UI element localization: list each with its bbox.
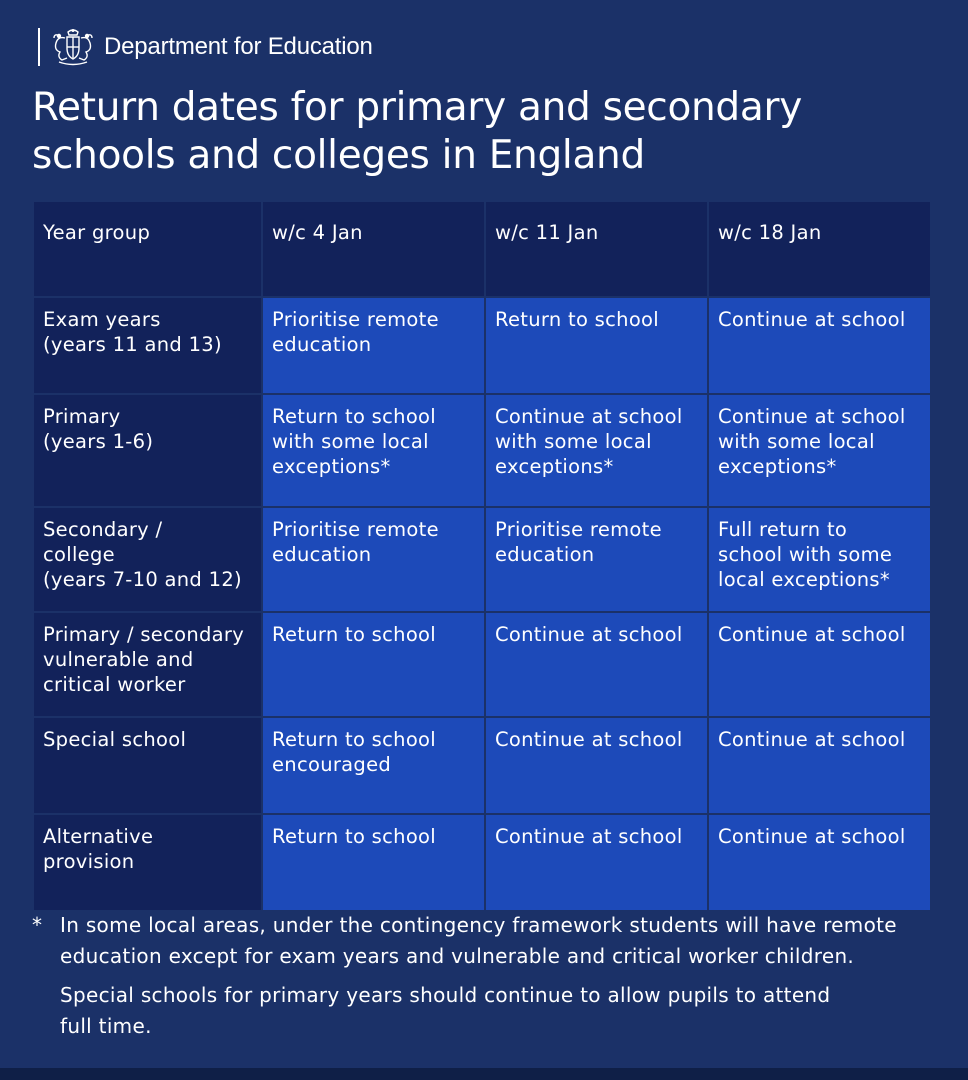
- table-header-row: [33, 201, 931, 297]
- row-header-special-school: [33, 717, 262, 814]
- footnote-line: In some local areas, under the contingency framework students will have remote: [60, 913, 897, 937]
- cell-text: Continue at school: [718, 825, 906, 848]
- footnotes: [32, 910, 932, 1050]
- table-cell: [485, 507, 708, 612]
- cell-text: college: [43, 543, 115, 566]
- column-header-year-group: Year group: [33, 201, 262, 297]
- cell-text: Prioritise remote: [272, 518, 439, 541]
- table-cell: [708, 717, 931, 814]
- cell-text: Return to school: [495, 308, 659, 331]
- cell-text: Return to school: [272, 623, 436, 646]
- royal-coat-of-arms-icon: [50, 28, 96, 66]
- return-dates-table: [32, 200, 932, 912]
- table-cell: [262, 394, 485, 507]
- table-cell: [708, 297, 931, 394]
- cell-text: Special school: [43, 728, 187, 751]
- department-brand: [38, 28, 373, 66]
- cell-text: Primary / secondary: [43, 623, 245, 646]
- row-header-alternative-provision: [33, 814, 262, 911]
- table-cell: [262, 507, 485, 612]
- page-title: [32, 84, 932, 180]
- bottom-edge-bar: [0, 1068, 968, 1080]
- cell-text: Continue at school: [718, 623, 906, 646]
- table-cell: [262, 297, 485, 394]
- table-cell: [262, 612, 485, 717]
- footnote-text: [60, 980, 932, 1042]
- cell-text: education: [272, 543, 372, 566]
- footnote-text: [60, 910, 932, 972]
- cell-text: with some local: [272, 430, 429, 453]
- cell-text: Prioritise remote: [272, 308, 439, 331]
- table-cell: [485, 814, 708, 911]
- cell-text: exceptions*: [272, 455, 391, 478]
- table-row: [33, 717, 931, 814]
- table-cell: [708, 394, 931, 507]
- footnote-spacer: [32, 980, 60, 1042]
- footnote-asterisk: *: [32, 913, 43, 937]
- cell-text: Continue at school: [495, 825, 683, 848]
- cell-text: Continue at school: [495, 405, 683, 428]
- table-cell: [485, 297, 708, 394]
- cell-text: Primary: [43, 405, 121, 428]
- table-cell: [708, 612, 931, 717]
- footnote-line: education except for exam years and vulnerable and critical worker children.: [60, 944, 855, 968]
- cell-text: education: [272, 333, 372, 356]
- cell-text: Continue at school: [718, 308, 906, 331]
- row-header-exam-years: [33, 297, 262, 394]
- cell-text: Return to school: [272, 728, 436, 751]
- table-cell: [485, 612, 708, 717]
- cell-text: Return to school: [272, 405, 436, 428]
- cell-text: Full return to: [718, 518, 848, 541]
- title-line: schools and colleges in England: [32, 133, 645, 178]
- column-header-wc-4-jan: w/c 4 Jan: [262, 201, 485, 297]
- cell-text: Continue at school: [718, 728, 906, 751]
- cell-text: with some local: [718, 430, 875, 453]
- brand-divider: [38, 28, 40, 66]
- footnote-line: Special schools for primary years should continue to allow pupils to attend: [60, 983, 831, 1007]
- table-row: [33, 394, 931, 507]
- table-cell: [708, 814, 931, 911]
- table-row: [33, 507, 931, 612]
- cell-text: local exceptions*: [718, 568, 890, 591]
- column-header-wc-18-jan: w/c 18 Jan: [708, 201, 931, 297]
- cell-text: (years 7-10 and 12): [43, 568, 242, 591]
- cell-text: exceptions*: [495, 455, 614, 478]
- row-header-secondary-college: [33, 507, 262, 612]
- cell-text: encouraged: [272, 753, 392, 776]
- cell-text: (years 1-6): [43, 430, 154, 453]
- cell-text: critical worker: [43, 673, 186, 696]
- row-header-primary: [33, 394, 262, 507]
- cell-text: Secondary /: [43, 518, 163, 541]
- cell-text: education: [495, 543, 595, 566]
- table-row: [33, 612, 931, 717]
- table-cell: [485, 394, 708, 507]
- footnote-line: full time.: [60, 1014, 152, 1038]
- cell-text: Exam years: [43, 308, 161, 331]
- cell-text: with some local: [495, 430, 652, 453]
- cell-text: (years 11 and 13): [43, 333, 222, 356]
- title-line: Return dates for primary and secondary: [32, 85, 802, 130]
- cell-text: Return to school: [272, 825, 436, 848]
- table-cell: [708, 507, 931, 612]
- cell-text: exceptions*: [718, 455, 837, 478]
- cell-text: provision: [43, 850, 135, 873]
- cell-text: Prioritise remote: [495, 518, 662, 541]
- cell-text: Continue at school: [495, 728, 683, 751]
- cell-text: Alternative: [43, 825, 154, 848]
- footnote: [32, 980, 932, 1042]
- cell-text: Continue at school: [495, 623, 683, 646]
- table-cell: [485, 717, 708, 814]
- column-header-wc-11-jan: w/c 11 Jan: [485, 201, 708, 297]
- cell-text: school with some: [718, 543, 893, 566]
- cell-text: vulnerable and: [43, 648, 194, 671]
- table-row: [33, 814, 931, 911]
- table-cell: [262, 717, 485, 814]
- table-cell: [262, 814, 485, 911]
- department-name: Department for Education: [104, 33, 373, 60]
- cell-text: Continue at school: [718, 405, 906, 428]
- footnote: [32, 910, 932, 972]
- row-header-vulnerable-critical-worker: [33, 612, 262, 717]
- table-row: [33, 297, 931, 394]
